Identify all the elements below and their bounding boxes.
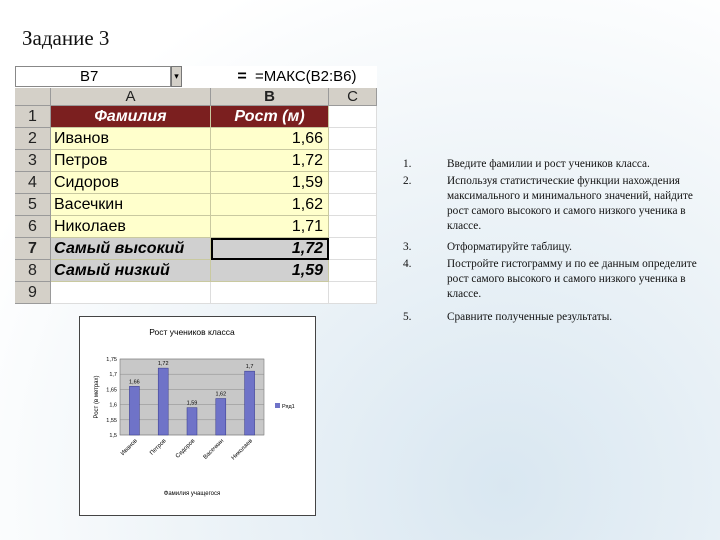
cell-b[interactable]: 1,59 bbox=[211, 172, 329, 194]
cell-a[interactable]: Иванов bbox=[51, 128, 211, 150]
cell-c[interactable] bbox=[329, 260, 377, 282]
task-text: Используя статистические функции нахождения максимального и минимального значений, найдите рост самого высокого и самого низкого ученика в классе. bbox=[447, 175, 693, 232]
cell-b[interactable] bbox=[211, 282, 329, 304]
task-text: Сравните полученные результаты. bbox=[447, 311, 613, 323]
task-text: Введите фамилии и рост учеников класса. bbox=[447, 158, 650, 170]
cell-a[interactable] bbox=[51, 282, 211, 304]
name-box-dropdown-icon[interactable]: ▾ bbox=[171, 66, 182, 87]
task-item bbox=[403, 157, 708, 172]
task-list bbox=[403, 157, 708, 327]
data-label: 1,66 bbox=[129, 379, 140, 386]
table-row bbox=[15, 238, 377, 260]
row-header[interactable]: 5 bbox=[15, 194, 51, 216]
cell-b[interactable]: 1,62 bbox=[211, 194, 329, 216]
row-header[interactable]: 2 bbox=[15, 128, 51, 150]
bar bbox=[158, 368, 168, 435]
cell-a[interactable]: Сидоров bbox=[51, 172, 211, 194]
table-row bbox=[15, 106, 377, 128]
chart-title: Рост учеников класса bbox=[149, 327, 235, 337]
y-tick-label: 1,5 bbox=[109, 433, 117, 439]
cell-c[interactable] bbox=[329, 282, 377, 304]
row-header[interactable]: 9 bbox=[15, 282, 51, 304]
cell-a[interactable]: Самый высокий bbox=[51, 238, 211, 260]
x-category-label: Николаев bbox=[230, 438, 255, 462]
y-tick-label: 1,75 bbox=[106, 357, 117, 363]
x-category-label: Иванов bbox=[119, 438, 139, 457]
cell-c[interactable] bbox=[329, 216, 377, 238]
y-tick-label: 1,7 bbox=[109, 372, 117, 379]
column-header-a[interactable]: A bbox=[51, 88, 211, 106]
row-header[interactable]: 7 bbox=[15, 238, 51, 260]
cell-c[interactable] bbox=[329, 172, 377, 194]
task-item bbox=[403, 310, 708, 325]
table-row bbox=[15, 128, 377, 150]
cell-c[interactable] bbox=[329, 128, 377, 150]
row-header[interactable]: 6 bbox=[15, 216, 51, 238]
name-box[interactable]: B7 bbox=[15, 66, 171, 87]
y-tick-label: 1,55 bbox=[106, 417, 117, 424]
enter-formula-button[interactable]: = bbox=[237, 68, 247, 85]
cell-b[interactable]: 1,59 bbox=[211, 260, 329, 282]
data-label: 1,72 bbox=[157, 361, 169, 368]
table-row bbox=[15, 282, 377, 304]
task-number: 4. bbox=[403, 258, 412, 270]
cell-b[interactable]: 1,71 bbox=[211, 216, 329, 238]
data-label: 1,7 bbox=[245, 364, 254, 371]
row-header[interactable]: 1 bbox=[15, 106, 51, 128]
table-row bbox=[15, 172, 377, 194]
x-category-label: Сидоров bbox=[174, 438, 197, 460]
cell-a[interactable]: Петров bbox=[51, 150, 211, 172]
legend-swatch bbox=[275, 403, 280, 408]
cell-c[interactable] bbox=[329, 194, 377, 216]
row-header[interactable]: 8 bbox=[15, 260, 51, 282]
task-text: Постройте гистограмму и по ее данным определите рост самого высокого и самого низкого ученика в классе. bbox=[447, 258, 697, 300]
legend-entry: Ряд1 bbox=[282, 404, 295, 410]
cell-a[interactable]: Самый низкий bbox=[51, 260, 211, 282]
y-tick-label: 1,6 bbox=[109, 402, 117, 409]
bar bbox=[187, 408, 197, 435]
bar bbox=[245, 371, 255, 435]
cell-c[interactable] bbox=[329, 238, 377, 260]
formula-input[interactable]: =МАКС(B2:B6) bbox=[255, 68, 357, 85]
cell-a[interactable]: Васечкин bbox=[51, 194, 211, 216]
column-header-c[interactable]: C bbox=[329, 88, 377, 106]
x-category-label: Петров bbox=[149, 438, 168, 457]
row-header[interactable]: 4 bbox=[15, 172, 51, 194]
cell-b[interactable]: 1,72 bbox=[211, 150, 329, 172]
table-row bbox=[15, 194, 377, 216]
histogram-chart[interactable] bbox=[79, 316, 316, 516]
row-header[interactable]: 3 bbox=[15, 150, 51, 172]
cell-b[interactable]: 1,66 bbox=[211, 128, 329, 150]
task-number: 2. bbox=[403, 175, 412, 187]
data-label: 1,59 bbox=[186, 400, 198, 407]
cell-c[interactable] bbox=[329, 150, 377, 172]
table-row bbox=[15, 216, 377, 238]
select-all-corner[interactable] bbox=[15, 88, 51, 106]
x-category-label: Васечкин bbox=[202, 438, 226, 461]
bar bbox=[216, 399, 226, 435]
task-text: Отформатируйте таблицу. bbox=[447, 241, 572, 253]
slide-title: Задание 3 bbox=[22, 26, 110, 50]
bar bbox=[129, 386, 139, 435]
spreadsheet bbox=[15, 66, 377, 304]
task-number: 1. bbox=[403, 158, 412, 170]
column-header-b[interactable]: B bbox=[211, 88, 329, 106]
table-row bbox=[15, 260, 377, 282]
cell-a[interactable]: Николаев bbox=[51, 216, 211, 238]
cell-a[interactable]: Фамилия bbox=[51, 106, 211, 128]
y-axis-label: Рост (в метрах) bbox=[94, 375, 100, 419]
table-row bbox=[15, 150, 377, 172]
task-number: 5. bbox=[403, 311, 412, 323]
task-item bbox=[403, 257, 708, 302]
task-item bbox=[403, 240, 708, 255]
formula-bar bbox=[15, 66, 377, 88]
task-item bbox=[403, 174, 708, 234]
cell-c[interactable] bbox=[329, 106, 377, 128]
data-label: 1,62 bbox=[215, 391, 227, 398]
chart-canvas bbox=[80, 317, 315, 515]
x-axis-label: Фамилия учащегося bbox=[163, 491, 221, 497]
column-headers bbox=[15, 88, 377, 106]
cell-b[interactable]: 1,72 bbox=[211, 238, 329, 260]
cell-b[interactable]: Рост (м) bbox=[211, 106, 329, 128]
y-tick-label: 1,65 bbox=[106, 387, 117, 394]
task-number: 3. bbox=[403, 241, 412, 253]
